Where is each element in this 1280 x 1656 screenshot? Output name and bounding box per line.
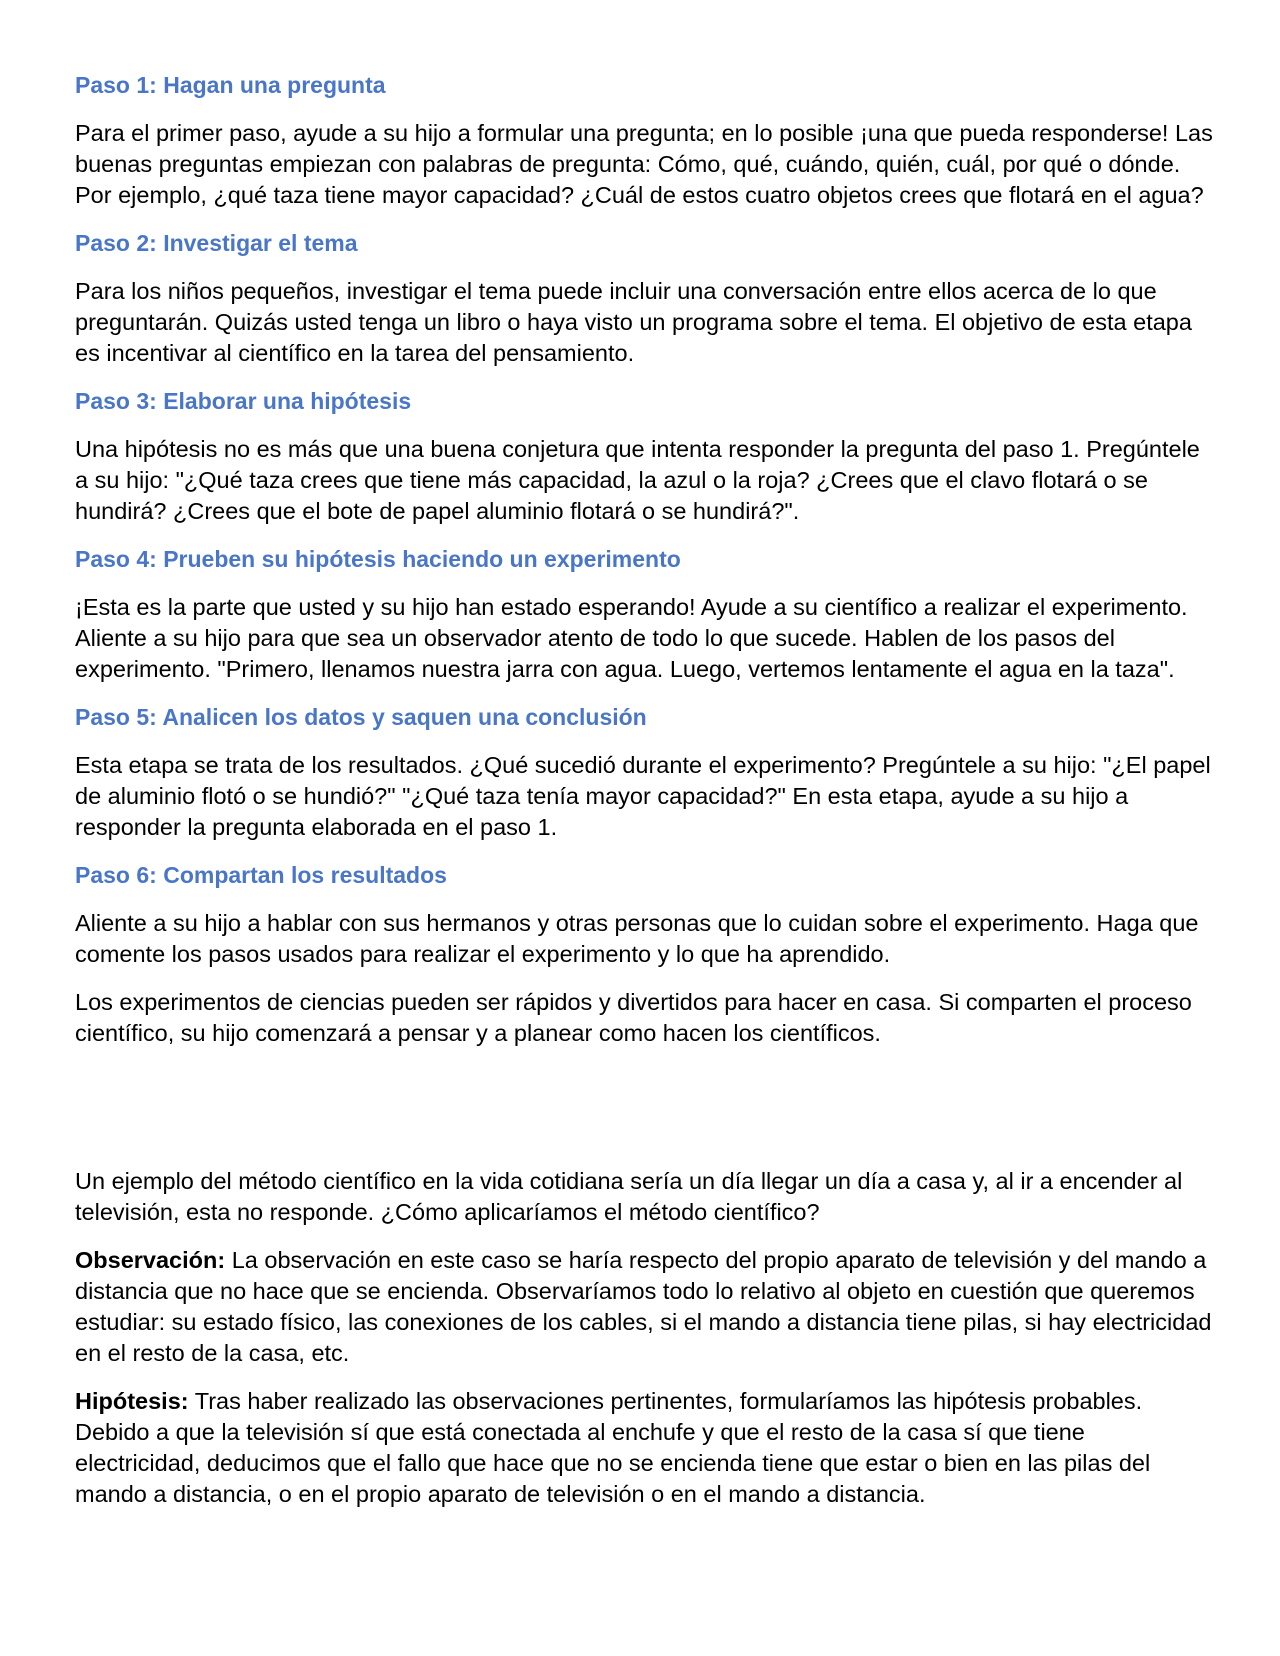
- step-1-heading: Paso 1: Hagan una pregunta: [75, 72, 386, 98]
- hypothesis-paragraph: [75, 1386, 1215, 1510]
- step-3-heading: Paso 3: Elaborar una hipótesis: [75, 388, 412, 414]
- hypothesis-text: Tras haber realizado las observaciones pertinentes, formularíamos las hipótesis probables. Debido a que la televisión sí que está conectada al enchufe y que el resto de la casa sí que tiene electricidad, deducimos que el fallo que hace que no se encienda tiene que estar o bien en las pilas del mando a distancia, o en el propio aparato de televisión o en el mando a distancia.: [75, 1388, 1151, 1507]
- step-4-heading: Paso 4: Prueben su hipótesis haciendo un experimento: [75, 546, 681, 572]
- step-6-paragraph: Aliente a su hijo a hablar con sus hermanos y otras personas que lo cuidan sobre el experimento. Haga que comente los pasos usados para realizar el experimento y lo que ha aprendido.: [75, 910, 1199, 967]
- step-5-heading: Paso 5: Analicen los datos y saquen una conclusión: [75, 704, 647, 730]
- step-6-heading: Paso 6: Compartan los resultados: [75, 862, 447, 888]
- step-2-paragraph: Para los niños pequeños, investigar el tema puede incluir una conversación entre ellos acerca de lo que preguntarán. Quizás usted tenga un libro o haya visto un programa sobre el tema. El objetivo de esta etapa es incentivar al científico en la tarea del pensamiento.: [75, 278, 1192, 366]
- closing-paragraph: Los experimentos de ciencias pueden ser rápidos y divertidos para hacer en casa. Si comparten el proceso científico, su hijo comenzará a pensar y a planear como hacen los científicos.: [75, 989, 1192, 1046]
- observation-text: La observación en este caso se haría respecto del propio aparato de televisión y del mando a distancia que no hace que se encienda. Observaríamos todo lo relativo al objeto en cuestión que queremos estudiar: su estado físico, las conexiones de los cables, si el mando a distancia tiene pilas, si hay electricidad en el resto de la casa, etc.: [75, 1247, 1212, 1366]
- example-intro-paragraph: Un ejemplo del método científico en la vida cotidiana sería un día llegar un día a casa y, al ir a encender al televisión, esta no responde. ¿Cómo aplicaríamos el método científico?: [75, 1168, 1183, 1225]
- step-3-paragraph: Una hipótesis no es más que una buena conjetura que intenta responder la pregunta del paso 1. Pregúntele a su hijo: "¿Qué taza crees que tiene más capacidad, la azul o la roja? ¿Crees que el clavo flotará o se hundirá? ¿Crees que el bote de papel aluminio flotará o se hundirá?".: [75, 436, 1200, 524]
- observation-paragraph: [75, 1245, 1215, 1369]
- section-gap: [75, 1066, 1215, 1166]
- step-4-paragraph: ¡Esta es la parte que usted y su hijo han estado esperando! Ayude a su científico a realizar el experimento. Aliente a su hijo para que sea un observador atento de todo lo que sucede. Hablen de los pasos del experimento. "Primero, llenamos nuestra jarra con agua. Luego, vertemos lentamente el agua en la taza".: [75, 594, 1188, 682]
- observation-label: Observación:: [75, 1247, 226, 1273]
- document-page: [75, 70, 1215, 1527]
- step-5-paragraph: Esta etapa se trata de los resultados. ¿Qué sucedió durante el experimento? Pregúntele a su hijo: "¿El papel de aluminio flotó o se hundió?" "¿Qué taza tenía mayor capacidad?" En esta etapa, ayude a su hijo a responder la pregunta elaborada en el paso 1.: [75, 752, 1211, 840]
- step-1-paragraph: Para el primer paso, ayude a su hijo a formular una pregunta; en lo posible ¡una que pueda responderse! Las buenas preguntas empiezan con palabras de pregunta: Cómo, qué, cuándo, quién, cuál, por qué o dónde. Por ejemplo, ¿qué taza tiene mayor capacidad? ¿Cuál de estos cuatro objetos crees que flotará en el agua?: [75, 120, 1213, 208]
- hypothesis-label: Hipótesis:: [75, 1388, 189, 1414]
- step-2-heading: Paso 2: Investigar el tema: [75, 230, 358, 256]
